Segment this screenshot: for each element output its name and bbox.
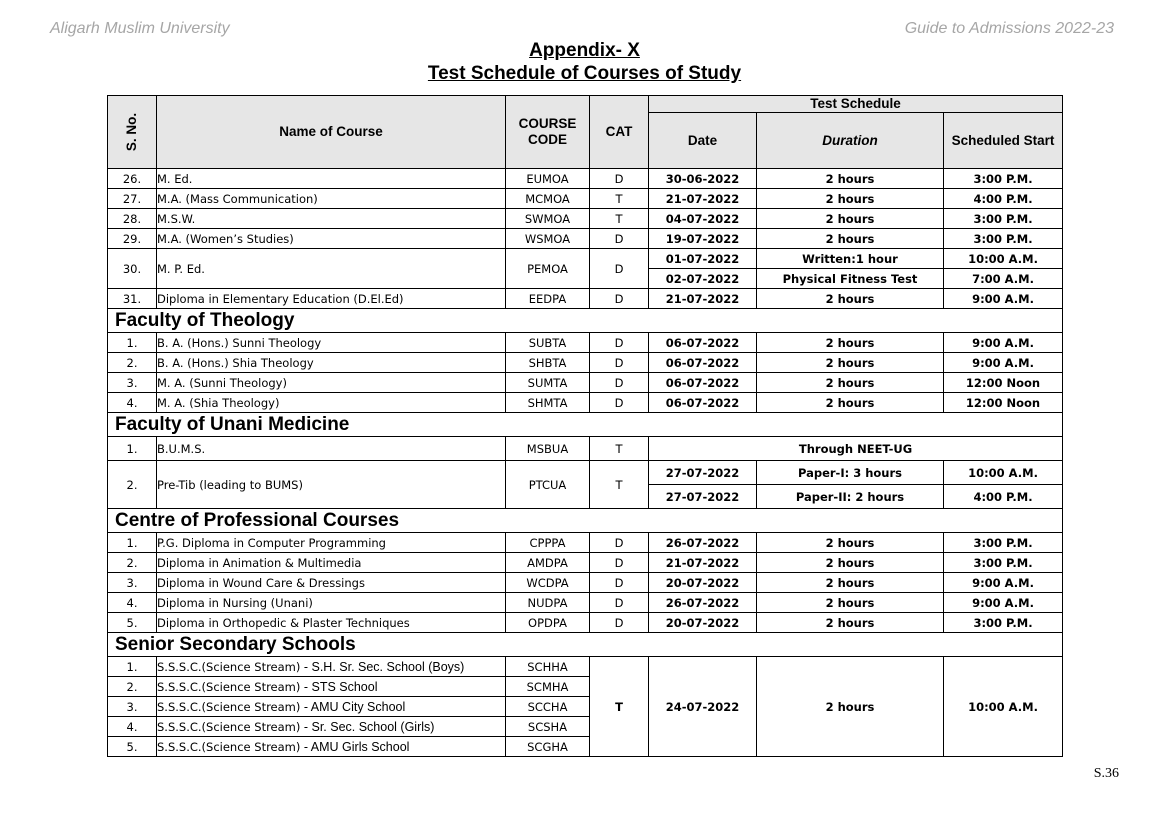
row-course-code: SUMTA (506, 373, 590, 393)
row-course-code: AMDPA (506, 553, 590, 573)
row-start: 4:00 P.M. (944, 189, 1063, 209)
table-row (108, 169, 1063, 189)
row-course-code: PEMOA (506, 249, 590, 289)
row-course-name: B. A. (Hons.) Sunni Theology (157, 333, 506, 353)
table-row (108, 289, 1063, 309)
table-row (108, 461, 1063, 485)
row-course-name: Diploma in Orthopedic & Plaster Techniques (157, 613, 506, 633)
row-date: 20-07-2022 (649, 613, 757, 633)
row-course-name (157, 657, 506, 677)
row-course-name: Pre-Tib (leading to BUMS) (157, 461, 506, 509)
course-stream-prefix: S.S.S.C.(Science Stream) (157, 739, 301, 754)
row-sno: 4. (108, 717, 157, 737)
row-course-code: PTCUA (506, 461, 590, 509)
row-course-code: SUBTA (506, 333, 590, 353)
row-course-code: SCHHA (506, 657, 590, 677)
row-date: 02-07-2022 (649, 269, 757, 289)
row-cat: D (590, 229, 649, 249)
senior-date: 24-07-2022 (649, 657, 757, 757)
test-schedule-header: Test Schedule (649, 96, 1063, 113)
row-start: 7:00 A.M. (944, 269, 1063, 289)
table-row (108, 593, 1063, 613)
row-duration: 2 hours (757, 373, 944, 393)
row-course-name: Diploma in Nursing (Unani) (157, 593, 506, 613)
row-course-code: NUDPA (506, 593, 590, 613)
row-course-code: MSBUA (506, 437, 590, 461)
cat-header: CAT (590, 96, 649, 169)
row-date: 06-07-2022 (649, 353, 757, 373)
row-cat: T (590, 189, 649, 209)
course-stream-prefix: S.S.S.C.(Science Stream) (157, 679, 301, 694)
row-course-name: M.S.W. (157, 209, 506, 229)
row-course-code: SCMHA (506, 677, 590, 697)
row-start: 3:00 P.M. (944, 169, 1063, 189)
name-header: Name of Course (157, 96, 506, 169)
row-duration: Written:1 hour (757, 249, 944, 269)
table-row (108, 189, 1063, 209)
table-row (108, 437, 1063, 461)
row-date: 30-06-2022 (649, 169, 757, 189)
row-duration: 2 hours (757, 533, 944, 553)
row-duration: 2 hours (757, 613, 944, 633)
row-sno: 2. (108, 553, 157, 573)
row-date: 21-07-2022 (649, 189, 757, 209)
sno-header: S. No. (108, 96, 157, 169)
row-start: 12:00 Noon (944, 373, 1063, 393)
row-cat: T (590, 437, 649, 461)
row-duration: 2 hours (757, 189, 944, 209)
row-course-code: SWMOA (506, 209, 590, 229)
row-course-name: Diploma in Animation & Multimedia (157, 553, 506, 573)
row-course-code: WCDPA (506, 573, 590, 593)
school-name: - STS School (300, 679, 378, 694)
row-cat: D (590, 573, 649, 593)
row-date: 26-07-2022 (649, 533, 757, 553)
row-start: 3:00 P.M. (944, 613, 1063, 633)
row-date: 06-07-2022 (649, 373, 757, 393)
row-sno: 3. (108, 697, 157, 717)
row-duration: 2 hours (757, 229, 944, 249)
row-sno: 4. (108, 593, 157, 613)
row-course-code: EUMOA (506, 169, 590, 189)
row-course-code: SCSHA (506, 717, 590, 737)
row-sno: 27. (108, 189, 157, 209)
table-row (108, 657, 1063, 677)
row-sno: 1. (108, 657, 157, 677)
row-sno: 3. (108, 573, 157, 593)
row-course-name (157, 677, 506, 697)
row-date: 06-07-2022 (649, 333, 757, 353)
section-heading-row (108, 633, 1063, 657)
school-name: - S.H. Sr. Sec. School (Boys) (300, 659, 465, 674)
school-name: - Sr. Sec. School (Girls) (300, 719, 435, 734)
row-date: 21-07-2022 (649, 289, 757, 309)
test-schedule-table (107, 95, 1063, 757)
row-sno: 1. (108, 533, 157, 553)
row-duration: 2 hours (757, 333, 944, 353)
row-course-name: P.G. Diploma in Computer Programming (157, 533, 506, 553)
table-row (108, 353, 1063, 373)
table-row (108, 209, 1063, 229)
page-number: S.36 (1093, 766, 1119, 781)
table-row (108, 553, 1063, 573)
row-course-code: SCGHA (506, 737, 590, 757)
row-start: 9:00 A.M. (944, 289, 1063, 309)
row-course-code: EEDPA (506, 289, 590, 309)
course-stream-prefix: S.S.S.C.(Science Stream) (157, 659, 301, 674)
table-row (108, 229, 1063, 249)
row-cat: D (590, 593, 649, 613)
row-duration: 2 hours (757, 353, 944, 373)
date-header: Date (649, 113, 757, 169)
row-course-name: M. A. (Shia Theology) (157, 393, 506, 413)
row-duration: Physical Fitness Test (757, 269, 944, 289)
row-sno: 31. (108, 289, 157, 309)
school-name: - AMU City School (300, 699, 406, 714)
row-sno: 3. (108, 373, 157, 393)
row-course-name: M. A. (Sunni Theology) (157, 373, 506, 393)
row-course-name: Diploma in Wound Care & Dressings (157, 573, 506, 593)
row-sno: 30. (108, 249, 157, 289)
start-header: Scheduled Start (944, 113, 1063, 169)
row-cat: D (590, 249, 649, 289)
row-cat: D (590, 553, 649, 573)
row-sno: 2. (108, 677, 157, 697)
row-duration: 2 hours (757, 393, 944, 413)
course-stream-prefix: S.S.S.C.(Science Stream) (157, 719, 301, 734)
table-row (108, 613, 1063, 633)
row-start: 3:00 P.M. (944, 553, 1063, 573)
row-course-name (157, 717, 506, 737)
row-duration: Paper-II: 2 hours (757, 485, 944, 509)
duration-header: Duration (757, 113, 944, 169)
row-sno: 5. (108, 737, 157, 757)
row-course-name (157, 737, 506, 757)
row-course-code: CPPPA (506, 533, 590, 553)
row-sno: 1. (108, 437, 157, 461)
row-course-name: B.U.M.S. (157, 437, 506, 461)
header-guide-title: Guide to Admissions 2022-23 (904, 20, 1114, 37)
row-date: 27-07-2022 (649, 485, 757, 509)
row-course-name: M.A. (Mass Communication) (157, 189, 506, 209)
row-start: 3:00 P.M. (944, 533, 1063, 553)
section-heading-theology: Faculty of Theology (108, 309, 1063, 333)
table-row (108, 373, 1063, 393)
section-heading-row (108, 413, 1063, 437)
appendix-title: Appendix- X (529, 40, 640, 61)
row-cat: D (590, 373, 649, 393)
row-course-code: SHBTA (506, 353, 590, 373)
row-start: 9:00 A.M. (944, 353, 1063, 373)
row-start: 10:00 A.M. (944, 461, 1063, 485)
row-cat: D (590, 289, 649, 309)
row-start: 3:00 P.M. (944, 229, 1063, 249)
row-start: 9:00 A.M. (944, 333, 1063, 353)
school-name: - AMU Girls School (300, 739, 410, 754)
row-cat: D (590, 333, 649, 353)
page-title: Test Schedule of Courses of Study (427, 63, 742, 84)
row-course-name: M. Ed. (157, 169, 506, 189)
row-cat: D (590, 613, 649, 633)
row-sno: 5. (108, 613, 157, 633)
row-date: 21-07-2022 (649, 553, 757, 573)
senior-start: 10:00 A.M. (944, 657, 1063, 757)
senior-duration: 2 hours (757, 657, 944, 757)
row-date: 19-07-2022 (649, 229, 757, 249)
row-duration: 2 hours (757, 573, 944, 593)
row-course-name: M. P. Ed. (157, 249, 506, 289)
row-course-code: OPDPA (506, 613, 590, 633)
row-schedule-note: Through NEET-UG (649, 437, 1063, 461)
row-date: 04-07-2022 (649, 209, 757, 229)
row-course-code: WSMOA (506, 229, 590, 249)
table-row (108, 333, 1063, 353)
row-cat: D (590, 393, 649, 413)
section-heading-professional: Centre of Professional Courses (108, 509, 1063, 533)
row-start: 9:00 A.M. (944, 593, 1063, 613)
section-heading-row (108, 509, 1063, 533)
row-duration: 2 hours (757, 553, 944, 573)
row-sno: 29. (108, 229, 157, 249)
row-duration: 2 hours (757, 209, 944, 229)
row-cat: D (590, 169, 649, 189)
row-sno: 2. (108, 353, 157, 373)
row-course-name: M.A. (Women’s Studies) (157, 229, 506, 249)
row-date: 26-07-2022 (649, 593, 757, 613)
row-start: 12:00 Noon (944, 393, 1063, 413)
row-course-code: SHMTA (506, 393, 590, 413)
row-duration: 2 hours (757, 169, 944, 189)
senior-cat: T (590, 657, 649, 757)
row-cat: D (590, 353, 649, 373)
row-sno: 28. (108, 209, 157, 229)
table-row (108, 249, 1063, 269)
row-date: 06-07-2022 (649, 393, 757, 413)
row-course-name: B. A. (Hons.) Shia Theology (157, 353, 506, 373)
row-course-code: SCCHA (506, 697, 590, 717)
row-duration: Paper-I: 3 hours (757, 461, 944, 485)
section-heading-row (108, 309, 1063, 333)
course-stream-prefix: S.S.S.C.(Science Stream) (157, 699, 301, 714)
row-cat: T (590, 209, 649, 229)
row-start: 3:00 P.M. (944, 209, 1063, 229)
row-course-name: Diploma in Elementary Education (D.El.Ed) (157, 289, 506, 309)
section-heading-unani: Faculty of Unani Medicine (108, 413, 1063, 437)
section-heading-senior-secondary: Senior Secondary Schools (108, 633, 1063, 657)
row-course-name (157, 697, 506, 717)
row-start: 10:00 A.M. (944, 249, 1063, 269)
row-duration: 2 hours (757, 593, 944, 613)
row-cat: T (590, 461, 649, 509)
row-date: 27-07-2022 (649, 461, 757, 485)
code-header: COURSE CODE (506, 96, 590, 169)
row-start: 4:00 P.M. (944, 485, 1063, 509)
table-row (108, 393, 1063, 413)
table-row (108, 533, 1063, 553)
row-sno: 4. (108, 393, 157, 413)
row-sno: 26. (108, 169, 157, 189)
row-sno: 2. (108, 461, 157, 509)
row-date: 20-07-2022 (649, 573, 757, 593)
row-start: 9:00 A.M. (944, 573, 1063, 593)
row-cat: D (590, 533, 649, 553)
row-course-code: MCMOA (506, 189, 590, 209)
row-date: 01-07-2022 (649, 249, 757, 269)
row-sno: 1. (108, 333, 157, 353)
header-university: Aligarh Muslim University (50, 20, 230, 37)
table-row (108, 573, 1063, 593)
row-duration: 2 hours (757, 289, 944, 309)
